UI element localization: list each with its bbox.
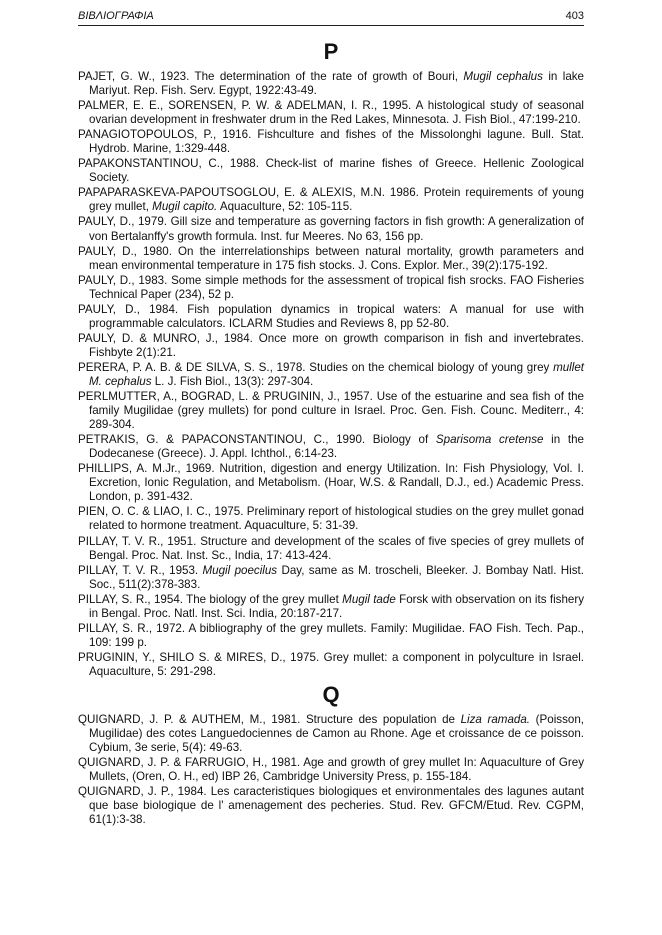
reference-text: in the Dodecanese (Greece). J. Appl. Ichthol., 6:14-23. <box>89 433 584 461</box>
reference-italic-text: mullet M. cephalus <box>89 360 584 388</box>
reference-entry <box>78 713 584 755</box>
reference-text: QUIGNARD, J. P. & AUTHEM, M., 1981. Structure des population de <box>78 712 461 726</box>
header-title: ΒΙΒΛΙΟΓΡΑΦΙΑ <box>78 10 154 22</box>
reference-text: PIEN, O. C. & LIAO, I. C., 1975. Preliminary report of histological studies on the grey mullet gonad related to hormone treatment. Aquaculture, 5: 31-39. <box>78 505 584 533</box>
reference-entry <box>78 157 584 185</box>
reference-entry <box>78 564 584 592</box>
reference-entry <box>78 361 584 389</box>
reference-text: PILLAY, T. V. R., 1953. <box>78 563 203 577</box>
reference-text: PANAGIOTOPOULOS, P., 1916. Fishculture and fishes of the Missolonghi lagune. Bull. Stat. Hydrob. Marine, 1:329-448. <box>78 128 584 156</box>
reference-text: PAULY, D., 1984. Fish population dynamics in tropical waters: A manual for use with programmable calculators. ICLARM Studies and Reviews 8, pp 52-80. <box>78 302 584 330</box>
reference-text: PAULY, D., 1980. On the interrelationships between natural mortality, growth parameters and mean environmental temperature in 175 fish stocks. J. Cons. Explor. Mer., 39(2):175-192. <box>78 244 584 272</box>
reference-entry <box>78 593 584 621</box>
reference-list-q <box>78 713 584 827</box>
reference-entry <box>78 332 584 360</box>
reference-entry <box>78 390 584 432</box>
reference-text: Aquaculture, 52: 105-115. <box>217 200 353 214</box>
reference-list-p <box>78 70 584 679</box>
header-rule <box>78 25 584 26</box>
section-letter-p: P <box>323 39 339 64</box>
reference-text: Day, same as M. troscheli, Bleeker. J. Bombay Natl. Hist. Soc., 511(2):378-383. <box>89 563 584 591</box>
reference-entry <box>78 651 584 679</box>
reference-text: PERERA, P. A. B. & DE SILVA, S. S., 1978. Studies on the chemical biology of young grey <box>78 360 554 374</box>
reference-text: L. J. Fish Biol., 13(3): 297-304. <box>151 374 314 388</box>
section-letter-q: Q <box>322 681 340 707</box>
reference-entry <box>78 622 584 650</box>
reference-entry <box>78 303 584 331</box>
bibliography-content <box>78 36 584 828</box>
reference-entry <box>78 186 584 214</box>
reference-text: PAULY, D. & MUNRO, J., 1984. Once more on growth comparison in fish and invertebrates. Fishbyte 2(1):21. <box>78 331 584 359</box>
reference-italic-text: Liza ramada. <box>460 712 531 726</box>
reference-text: PAULY, D., 1979. Gill size and temperature as governing factors in fish growth: A generalization of von Bertalanffy's growth formula. Inst. fur Meeres. No 63, 156 pp. <box>78 215 584 243</box>
reference-entry <box>78 433 584 461</box>
reference-entry <box>78 785 584 827</box>
reference-italic-text: Mugil poecilus <box>202 563 278 577</box>
reference-text: PAJET, G. W., 1923. The determination of the rate of growth of Bouri, <box>78 70 464 83</box>
reference-entry <box>78 215 584 243</box>
reference-entry <box>78 274 584 302</box>
reference-entry <box>78 245 584 273</box>
reference-text: in lake Mariyut. Rep. Fish. Serv. Egypt, 1922:43-49. <box>89 70 585 98</box>
reference-entry <box>78 535 584 563</box>
reference-entry <box>78 505 584 533</box>
reference-text: PILLAY, S. R., 1954. The biology of the grey mullet <box>78 592 343 606</box>
reference-text: PETRAKIS, G. & PAPACONSTANTINOU, C., 1990. Biology of <box>78 433 436 447</box>
reference-entry <box>78 99 584 127</box>
reference-text: QUIGNARD, J. P. & FARRUGIO, H., 1981. Age and growth of grey mullet In: Aquaculture of Grey Mullets, (Oren, O. H., ed) IBP 26, Cambridge University Press, p. 155-184. <box>78 756 584 784</box>
reference-italic-text: Mugil capito. <box>152 200 218 214</box>
reference-italic-text: Mugil tade <box>342 592 396 606</box>
reference-entry <box>78 128 584 156</box>
reference-text: PILLAY, T. V. R., 1951. Structure and development of the scales of five species of grey mullets of Bengal. Proc. Nat. Inst. Sc., India, 17: 413-424. <box>78 534 584 562</box>
reference-text: Forsk with observation on its fishery in Bengal. Proc. Natl. Inst. Sci. India, 20:187-217. <box>89 592 585 620</box>
reference-entry <box>78 462 584 504</box>
reference-text: PAULY, D., 1983. Some simple methods for the assessment of tropical fish srocks. FAO Fisheries Technical Paper (234), 52 p. <box>78 273 584 301</box>
reference-text: PALMER, E. E., SORENSEN, P. W. & ADELMAN, I. R., 1995. A histological study of seasonal ovarian development in freshwater drum in the Red Lakes, Minnesota. J. Fish Biol., 47:199-210. <box>78 99 584 127</box>
reference-text: (Poisson, Mugilidae) des cotes Languedociennes de Camon au Rhone. Age et croissance de ce poisson. Cybium, 3e serie, 5(4): 49-63. <box>89 712 584 755</box>
running-header <box>78 10 584 26</box>
reference-italic-text: Mugil cephalus <box>463 70 543 83</box>
reference-text: PRUGININ, Y., SHILO S. & MIRES, D., 1975. Grey mullet: a component in polyculture in Israel. Aquaculture, 5: 291-298. <box>78 650 584 678</box>
reference-text: PAPAKONSTANTINOU, C., 1988. Check-list of marine fishes of Greece. Hellenic Zoological Society. <box>78 157 584 185</box>
reference-text: PILLAY, S. R., 1972. A bibliography of the grey mullets. Family: Mugilidae. FAO Fish. Tech. Pap., 109: 199 p. <box>78 621 584 649</box>
reference-italic-text: Sparisoma cretense <box>435 433 544 447</box>
reference-text: PAPAPARASKEVA-PAPOUTSOGLOU, E. & ALEXIS, M.N. 1986. Protein requirements of young grey mullet, <box>78 186 584 214</box>
reference-entry <box>78 756 584 784</box>
reference-entry <box>78 70 584 98</box>
page-number: 403 <box>565 10 584 22</box>
reference-text: QUIGNARD, J. P., 1984. Les caracteristiques biologiques et environmentales des lagunes autant que base biologique de l' amenagement des pecheries. Stud. Rev. GFCM/Etud. Rev. CGPM, 61(1):3-38. <box>78 785 584 827</box>
reference-text: PHILLIPS, A. M.Jr., 1969. Nutrition, digestion and energy Utilization. In: Fish Physiology, Vol. I. Excretion, Ionic Regulation, and Metabolism. (Hoar, W.S. & Randall, D.J., ed.) Academic Press. London, p. 391-432. <box>78 462 584 504</box>
reference-text: PERLMUTTER, A., BOGRAD, L. & PRUGININ, J., 1957. Use of the estuarine and sea fish of the family Mugilidae (grey mullets) for pond culture in Israel. Proc. Gen. Fish. Counc. Mediterr., 4: 289-304. <box>78 390 584 432</box>
